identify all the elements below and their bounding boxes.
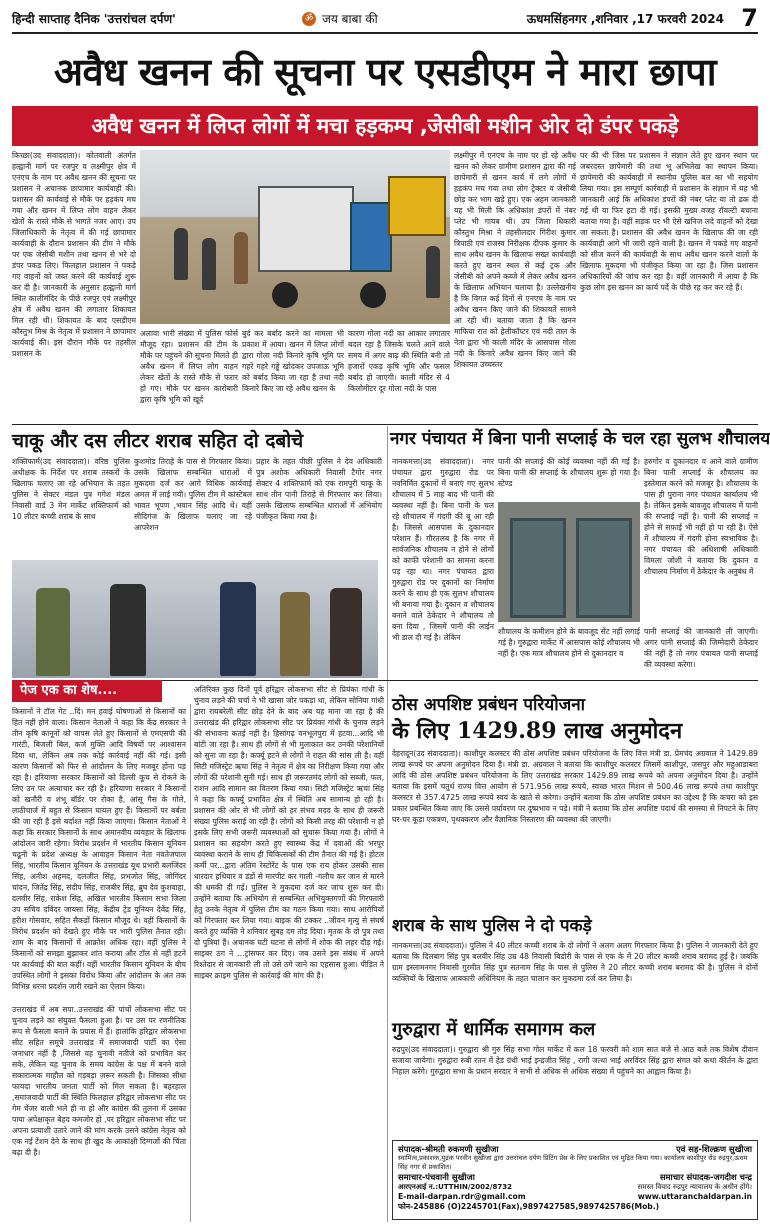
nagar-headline: नगर पंचायत में बिना पानी सप्लाई के चल रहा सुलभ शौचालय bbox=[390, 429, 770, 449]
manager-right: समाचार संपादक-जगदीश चन्द्र bbox=[659, 1172, 752, 1182]
nagar-column-5: पानी सप्लाई की जानकारी ली जाएगी। अगर पानी सप्लाई की जिम्मेदारी ठेकेदार की नहीं है तो नगर पंचायत पानी सप्लाई की व्यवस्था करेगा। bbox=[644, 627, 758, 669]
imprint-editors bbox=[398, 1144, 752, 1154]
lead-photo-truck-jcb bbox=[140, 150, 450, 324]
nagar-column-3: हरुगोर व दुकानदार व आने वाले ग्रामीण बिना पानी सप्लाई के शौचालय का इस्तेमाल करने को मजबूर है। शौचालय के पास ही पुराना नगर पंचायत कार्यालय भी है। लेकिन इसके बावजूद शौचालय में पानी की सप्लाई नहीं है। पानी की सप्लाई न होने से सफ़ाई भी नहीं हो पा रही है। ऐसे में शौचालय में गंदगी होना स्वभाविक है। नगर पंचायत की अधिशाषी अधिकारी विमला जोशी ने बताया कि दुकान व शौचालय निर्माण में ठेकेदार के अनुबंध में bbox=[644, 457, 758, 576]
imprint-contact-row bbox=[398, 1192, 752, 1202]
slogan-block bbox=[302, 10, 378, 27]
lead-column-2: अलावा भारी संख्या में पुलिस फोर्स मौजूद रहा। प्रशासन की टीम के मौके पर पहुंचने की सूचना मिलते ही अवैध खनन में लिप्त लोग वाहन लेकर खेतों के रास्ते मौके से फरार हो गए। मौके पर खनन कारोबारी द्वारा कृषि भूमि को खूर्द bbox=[140, 329, 238, 404]
person-figure bbox=[426, 246, 440, 298]
column-divider bbox=[387, 682, 388, 1222]
page-ek-column-1: किसानों ने टॉल गेट ..दिं। मन हवाई घोषणाओं से किसानों का हित नहीं होने वाला। किसान नेताओं ने कहा कि केंद्र सरकार ने तीन कृषि कानूनों को वापस लेते हुए किसानों से एमएसपी की गारंटी, बिजली बिल, कर्ज मुक्ति आदि विषयों पर आश्वासन दिया था, लेकिन अब तक कोई कार्रवाई नहीं की गई। इसी कारण किसानों को फिर से आंदोलन के लिए मजबूर होना पड़ रहा है। हरियाणा सरकार किसानों को दिल्ली कूच से रोकने के लिए उन पर अत्याचार कर रही है। हरियाणा सरकार ने किसानों को खनौरी व शंभू बॉर्डर पर रोका है, आंसू गैस के गोले, लाठीचार्ज में बहुत से किसान घायल हुए हैं। किसानों पर बर्बता की जा रही है इसे बर्दाश्त नहीं किया जाएगा। किसान नेताओं ने कहा कि सरकार किसानों के साथ अमानवीय व्यवहार के खिलाफ आंदोलन जारी रहेगा। विरोध प्रदर्शन में भारतीय किसान यूनियन चढूनी के प्रदेश अध्यक्ष के आवाहन किसान नेता नवतेजपाल सिंह, भारतीय किसान यूनियन के उत्तराखंड यूथ प्रभारी बलजिंदर सिंह, अनीश अहमद, दलजीत सिंह, प्रभजोत सिंह, जोगिंदर चांदन, जितेंद्र सिंह, संदीप सिंह, राजबीर सिंह, ब्रुघ देव कुशवाहा, दलवीर सिंह, राकेश सिंह, अखिल भारतीय किसान सभा जिला उप सचिव दविंदर जायसा सिंह, केंद्रीय ट्रेड यूनियन देवेंद्र सिंह, हरीश गोसवार, सहित सैकड़ों किसान मौजूद थे। वहीं किसानों के विरोध प्रदर्शन को देखते हुए मौके पर भारी पुलिस तैनात रही। शाम के बाद किसानों में आक्रोश अधिक रहा। वहीं पुलिस ने किसानों को समझा बुझाकर शांत कराया और टॉल से नहीं हटने पर कार्यवाई की बात कहीं। वहीं भारतीय किसान यूनियन के बीच उपस्थित लोगों ने इसका विरोध किया और आंदोलन के अंत तक विभिन्न धरना प्रदर्शन जारी रखने का ऐलान किया। bbox=[12, 707, 186, 991]
chaku-column-1: शक्तिफार्म(उद संवाददाता)। वरिष्ठ पुलिस अधीक्षक के निर्देश पर शराब तस्करों के खिलाफ चलाए जा रहे अभियान के तहत पुलिस ने सेक्टर मंडल पुत्र गगेश मंडल निवासी वार्ड 3 मेन मार्केट शक्तिफार्म को 10 लीटर कच्ची शराब के साथ bbox=[12, 457, 130, 521]
section-divider bbox=[12, 424, 758, 425]
paper-name: हिन्दी साप्ताह दैनिक 'उत्तरांचल दर्पण' bbox=[12, 12, 176, 26]
truck-wheel bbox=[272, 282, 298, 308]
imprint-ownership: स्वामित्व,प्रकाशक,मुद्रक परवीन सुखीजा द्वारा उत्तरांचल दर्पण प्रिंटिंग प्रेस के लिए प्रकाशित एवं मुद्रित किया गया। कार्यालय काशीपुर रोड रुद्रपुर,ऊधम सिंह नगर से प्रकाशित। bbox=[398, 1154, 748, 1171]
person-figure bbox=[110, 584, 146, 676]
lead-column-6: पर की थी जिस पर प्रशासन ने संज्ञान लेते हुए खनन स्थान पर जबरदस्त छापेमारी की तथा भू अभिलेख का स्थापन किया। छापेमारी की कार्यवाही में स्थानीय पुलिस बल का भी सहयोग लिया गया। इस सम्पूर्ण कार्रवाही में प्रशासन के संज्ञान में यह भी जानकारी आई कि अधिकांश डंपरों की नंबर प्लेट या तो ढक दी गई थी या फिर हटा दी गई। इसकी मुख्य वजह रॉयल्टी बचाना बताया गया है। वहीं सड़क पर भी ऐसे खनिज लदे वाहनों को देखा जा सकता है। प्रशासन की अवैध खनन के खिलाफ की जा रही कार्यवाही आगे भी जारी रहने वाली है। खनन में पकड़े गए वाहनों को सीज करने की कार्यवाही के साथ अवैध खनन करने वालों के खिलाफ मुकदमा भी पंजीकृत किया जा रहा है। जिस प्रशासन अधिकारियों की जांच कर रहा है। वहीं जानकारी में आया है कि कुछ लोग इस खनन का कार्य पर्दे के पीछे रह कर कर रहे हैं। bbox=[580, 151, 758, 292]
thos-body: देहरादून(उद संवाददाता)। काशीपुर कलस्टर की ठोस अपशिष्ट प्रबंधन परियोजना के लिए वित्त मंत्री डा. प्रेमचंद अग्रवाल ने 1429.89 लाख रूपये पर अपना अनुमोदन दिया है। मंत्री डा. अग्रवाल ने बताया कि काशीपुर कलस्टर जिसमें काशीपुर, जसपुर और महुआडाबरा आदि की ठोस अपशिष्ट प्रबंधन परियोजना के लिए उत्तराखंड सरकार 1429.89 लाख रूपये को अपना अनुमोदन दिया है। उन्होंने बताया कि इसमें चतुर्थ राज्य वित्त आयोग से 571.956 लाख रूपये, स्वच्छ भारत मिशन से 500.46 लाख रूपये तथा काशीपुर कलस्टर से 357.4725 लाख रूपये स्वयं के खाते से करेगा। उन्होंने बताया कि ठोस अपशिष्ट प्रबंधन का उद्देश्य है कि कचरा को इस प्रकार प्रबन्धित किया जाए कि उससे पर्यावरण पर दुष्प्रभाव न पड़े। मंत्री ने बताया कि ठोस अपशिष्ट पदार्थ की समस्या से निपटने के लिए घर-घर कूड़ा एकत्रण, पृथक्करण और वैज्ञानिक निस्तारण की व्यवस्था की जाएगी। bbox=[392, 749, 758, 824]
column-divider bbox=[190, 704, 191, 1222]
person-figure bbox=[330, 588, 362, 676]
police-figure bbox=[280, 592, 310, 676]
slogan: जय बाबा की bbox=[322, 12, 378, 26]
imprint-managers bbox=[398, 1172, 752, 1182]
toilet-door bbox=[576, 518, 632, 618]
legal-note: समस्त विवाद रुद्रपुर न्यायालय के अधीन होंगे। bbox=[637, 1183, 752, 1191]
hisangarh-column: अतिरिक्त कुछ दिनों पूर्व हरिद्वार लोकसभा सीट से प्रियंका गांधी के चुनाव लड़ने की चर्चा ने भी खासा जोर पकड़ा था, लेकिन सोनिया गांधी द्वारा रायबरेली सीट छोड़ देने के बाद अब यह माना जा रहा है की उत्तराखंड की हरिद्वार लोकसभा सीट पर प्रियंका गांधी के चुनाव लड़ने की संभावना कतई नहीं है। हिसांगढ़ वनभूलपुरा में हटवा...आदि भी बांटी जा रहा है। साथ ही लोगों से भी मुलाकात कर उनकी परेशानियों को सुना जा रहा है। कर्फ्यू हटने से लोगों ने राहत की सांस ली है। वहीं सिटी मजिस्ट्रेट ऋचा सिंह ने नेतृत्व में क्षेत्र का निरीक्षण किया गया और लोगों की परेशानी सुनी गई। साथ ही जरूरतमंद लोगों को सब्जी, फल, राशन आदि सामान का वितरण किया गया। सिटी मजिस्ट्रेट ऋचा सिंह ने कहा कि कर्फ्यू प्रभावित क्षेत्र में स्थिति अब सामान्य हो रही है। प्रशासन की ओर से भी लोगों को हर संभव मदद के साथ ही जरूरी संख्या पुलिस कराई जा रही है। लोगों को किसी तरह की परेशानी न हो इसके लिए सभी जरूरी व्यवस्थाओं को सुचारू किया गया है। लोगों ने प्रशासन का सहयोग करते हुए स्वास्थ्य केंद्र में दवाओं की भरपूर व्यवस्था कराने के साथ ही चिकित्सकों की टीम तैनात की गई है। होटल कर्मी पर...द्वारा अंतिम रेस्टोरेंट के पास एक राय होकर उसकी सास धारदार हथियार व डंडों से मारपीट कर गाली -गलौच कर जान से मारने की धमकी दी गई। पुलिस ने मुकदमा दर्ज कर जांच शुरू कर दी। उन्होंने बताया कि अभियोग से सम्बन्धित अभियुक्तगणों की गिरफ्तारी हेतु उनके नेतृत्व में पुलिस टीम का गठन किया गया। साथ आरोपियों को गिरफ्तार कर लिया गया। बाइक की टक्कर ..जीवन मृत्यु से संघर्ष करते हुए व्यक्ति ने शनिवार सुबह दम तोड़ दिया। मृतक के दो पुत्र तथा दो पुत्रियां हैं। अचानक घटी घटना से लोगों में शोक की लहर दौड़ गई। साइबर ठग ने ...ट्रांसफर कर दिए। जब उसने इस संबंध में अपने रिश्तेदार से जानकारी ली तो उसे ठगे जाने का एहसास हुआ। पीड़ित ने साइबर क्राइम पुलिस से कार्रवाई की मांग की है। bbox=[194, 685, 384, 980]
lead-subheadline: अवैध खनन में लिप्त लोगों में मचा हड़कम्प ,जेसीबी मशीन ओर दो डंपर पकड़े bbox=[12, 106, 758, 146]
imprint-reg-row bbox=[398, 1182, 752, 1192]
phone: फोन-245886 (O)2245701(Fax),9897427585,9897425786(Mob.) bbox=[398, 1202, 660, 1211]
rni-number: आरएनआई न.:UTTHIN/2002/8732 bbox=[398, 1183, 512, 1191]
lead-column-5: लक्ष्मीपुर में एनएच के नाम पर हो रहे अवैध खनन को लेकर ग्रामीण प्रशासन द्वारा की गई छापेमारी से खनन कार्य में लगे लोगों में हड़कंप मच गया तथा लोग ट्रेक्टर व जेसीबी छोड़ कर भाग खड़े हुए। एक अहम जानकारी यह भी मिली कि अधिकांश डंपरों में नंबर प्लेट भी गायब थी। उप जिला धिकारी कौस्तुभ मिश्रा ने तहसीलदार गिरीश कुमार त्रिपाठी एवं राजस्व निरीक्षक दीपक कुमार के साथ अवैध खनन के खिलाफ सख्त कार्यवाही करते हुए खनन स्थल से कई ट्रक और जेसीबी को अपने कब्जे में लेकर अवैध खनन के खिलाफ अभियान चलाया है। उल्लेखनीय है कि विगत कई दिनों से एनएच के नाम पर अवैध खनन किए जाने की शिकायतें सामने आ रही थी। बताया जाता है कि खनन माफिया रात को हेलीकॉप्टर एवं नदी ताल के नेता द्वारा भी काली मंदिर के आसपास गोला नदी के किनारे अवैध खनन किए जाने की शिकायत उच्चस्तर bbox=[454, 151, 576, 369]
editor-right: एवं सह-शिल्क्रण सुखीजा bbox=[676, 1144, 752, 1154]
truck-cab bbox=[350, 202, 392, 272]
page-ek-column-2: उत्तराखंड में अब सपा..उत्तराखंड की पांचों लोकसभा सीट पर चुनाव लड़ने का संयुक्त फैसला हुआ है। पर उस पर रणनीतिक रूप से फैसला बनाने के प्रयास में हैं। हालांकि हरिद्वार लोकसभा सीट सहित समूचे उत्तराखंड में समाजवादी पार्टी का ऐसा जनाधार नहीं है ,जिससे वह चुनावी नतीजे को प्रभावित कर सके, लेकिन यह चुनाव के समय कांग्रेस के पक्ष में बनने वाले सकारात्मक माहौल को गड़बड़ा ज़रूर सकती है। जिसका सीधा फायदा भारतीय जनता पार्टी को मिल सकता है। बहरहाल ,समाजवादी पार्टी की स्थिति फिलहाल हरिद्वार लोकसभा सीट पर गेम चेंजर वाली भले ही ना हो और कांग्रेस की तुलना में उसका पाया अपेक्षाकृत बेहद कमजोर हो ,पर हरिद्वार लोकसभा सीट पर अपना प्रत्याशी उतारे जाने की मांग करके उसने कांग्रेस नेतृत्व को एक नई टेंशन देने के साथ ही खुद के आकांक्षी दिग्गजों की चिंता बढ़ा दी है। bbox=[12, 1005, 186, 1157]
place-date: ऊधमसिंहनगर ,शनिवार ,17 फरवरी 2024 bbox=[526, 12, 724, 26]
lead-headline: अवैध खनन की सूचना पर एसडीएम ने मारा छापा bbox=[53, 49, 717, 94]
chaku-column-3: प्रहार के तहत पीछी पुलिस ने देव अधिकारी पुत्र अशोक अधिकारी निवासी टैगोर नगर सेक्टर 4 शक्तिफार्म को एक रामपुरी चाकू के साथ तीन पानी तिराहे से गिरफ्तार कर लिया। उसके खिलाफ सम्बन्धित धाराओं में अभियोग पंजीकृत किया गया है। bbox=[256, 457, 382, 521]
guru-headline: गुरुद्वारा में धार्मिक समागम कल bbox=[392, 1019, 596, 1040]
manager-left: समाचार-पंचवानी सुखीजा bbox=[398, 1172, 475, 1182]
person-figure bbox=[220, 582, 256, 676]
lead-column-4: कारण गोला नदी का आकार लगातार बदल रहा है जिसके चलते आने वाले समय में अगर बाढ़ की स्थिति बनी तो हजारों एकड़ कृषि भूमि और फसल बर्बाद हो जाएगी। काली मंदिर से 4 किलोमीटर दूर गोला नदी के पास bbox=[348, 329, 450, 393]
guru-body: रुद्रपुर(उद संवाददाता)। गुरुद्वारा श्री गुरु सिंह सभा गोल मार्केट में कल 18 फरवरी को शाम सात बजे से आठ बजे तक विशेष दीवान सजाया जायेगा। गुरुद्वारा रुबी रतन में हेड ग्रंथी भाई इन्द्रजीत सिंह , रागी जत्था भाई अरविंदर सिंह द्वारा संगत को कथा कीर्तन के द्वारा निहाल करेंगे। गुरुद्वारा सभा के प्रधान सरदार ने सभी से अधिक से अधिक संख्या में पहुंचने का आह्वान किया है। bbox=[392, 1045, 758, 1076]
column-divider bbox=[387, 426, 388, 682]
chaku-headline: चाकू और दस लीटर शराब सहित दो दबोचे bbox=[12, 430, 304, 452]
thos-headline-1: ठोस अपशिष्ट प्रबंधन परियोजना bbox=[392, 695, 586, 715]
page-ek-label: पेज एक का शेष.... bbox=[12, 680, 162, 702]
nagar-column-1: नानकमत्ता(उद संवाददाता)। नगर पंचायत द्वारा गुरुद्वारा रोड पर नवनिर्मित दुकानों में बनाएं गए सुलभ शौचालय में 5 माह बाद भी पानी की व्यवस्था नहीं है। बिना पानी के चल रहे शौचालय में गंदगी की बू आ रही है। जिससे आसपास के दुकानदार परेशान हैं। गौरतलब है कि नगर में सार्वजनिक शौचालय न होने से लोगों को काफी परेशानी का सामना करना पड़ रहा था। नगर पंचायत द्वारा गुरुद्वारा रोड पर दुकानों का निर्माण करने के साथ ही एक सुलभ शौचालय भी बनाया गया है। दुकान व शौचालय बनाने वाले ठेकेदार ने शौचालय तो बना दिया , जिसमें पानी की लाईन भी डाल दी गई है। लेकिन bbox=[392, 457, 494, 642]
page-number: 7 bbox=[741, 4, 758, 32]
truck-body bbox=[258, 186, 354, 272]
truck-wheel bbox=[360, 282, 386, 308]
police-figure bbox=[36, 588, 70, 676]
thos-headline-2: के लिए 1429.89 लाख अनुमोदन bbox=[392, 718, 683, 744]
person-figure bbox=[174, 228, 188, 280]
lead-column-3: बुर्द कर बर्बाद करने का मामला भी प्रकाश में आया। खनन में लिप्त लोगों द्वारा गोला नदी किनारे कृषि भूमि पर गहरे गहरे गड्ढे खोदकर उपजाऊ भूमि को बर्बाद किया जा रहा है तथा नदी किनारे किए जा रहे अवैध खनन के bbox=[242, 329, 344, 393]
nagar-column-4: शौचालय के कमीशन होने के बावजूद सेंट नहीं लगाई गई है। गुरुद्वारा मार्केट में आसपास कोई शौचालय भी नहीं है। एक मात्र शौचालय होने से दुकानदार व bbox=[498, 627, 640, 658]
jcb-machine bbox=[388, 176, 446, 236]
masthead bbox=[12, 6, 758, 34]
chaku-column-2: कुशमोड तिराहे के पास से गिरफ्तार किया। उसके खिलाफ सम्बन्धित धाराओं में मुकदमा दर्ज कर आगे विधिक कार्यवाई अमल में लाई गयी। पुलिस टीम में कांस्टेबल भावत भूपण ,भवान सिंह आदि थे। वहीं सीदिगंज के खिलाफ चलाए जा रहे आपरेशन bbox=[134, 457, 252, 532]
imprint-box bbox=[392, 1140, 758, 1220]
toilet-door bbox=[510, 518, 566, 618]
website: www.uttaranchaldarpan.in bbox=[637, 1192, 752, 1201]
editor-left: संपादक-श्रीमती रुकमणी सुखीजा bbox=[398, 1144, 499, 1154]
person-figure bbox=[234, 232, 248, 284]
nagar-column-2: पानी की सप्लाई की कोई व्यवस्था नहीं की गई है। बिना पानी की सप्लाई के शौचालय शुरू हो गया है। स्टेण्ड bbox=[498, 457, 640, 488]
person-figure bbox=[202, 238, 216, 290]
sharab-headline: शराब के साथ पुलिस ने दो पकड़े bbox=[392, 916, 592, 936]
chaku-photo-arrests bbox=[12, 560, 378, 678]
email: E-mail-darpan.rdr@gmail.com bbox=[398, 1192, 526, 1201]
lead-column-1: किच्छा(उद संवाददाता)। कोतवाली अंतर्गत हल्द्वानी मार्ग पर रजपुर व लक्ष्मीपुर क्षेत्र में एनएच के नाम पर अवैध खनन की सूचना पर प्रशासन ने अचानक छापामार कार्यवाही की। प्रशासन की कार्यवाई से मौके पर हड़कंप मच गया और खनन में लिप्त लोग वाहन लेकर खेतों के रास्ते मौके से भागते नजर आए। उप जिलाधिकारी के नेतृत्व में की गई छापामार कार्यवाही के दौरान प्रशासन की टीम ने मौके पर एक जेसीबी मशीन तथा खनन से भरे दो डंपर पकड़ लिए। फिलहाल प्रशासन ने पकड़े गए वाहनों को जब्त करने की कार्यवाई शुरू कर दी है। जानकारी के अनुसार हल्द्वानी मार्ग स्थित कालीमंदिर के पीछे रजपुर एवं लक्ष्मीपुर क्षेत्र में अवैध खनन की लगातार शिकायत मिल रही थी। शिकायत के बाद एसडीएम कौस्तुभ मिश्र के नेतृत्व में प्रशासन ने छापामार कार्यवाई की। इस दौरान मौके पर तहसील प्रशासन के bbox=[12, 151, 136, 358]
om-icon: ॐ bbox=[302, 12, 316, 26]
sharab-body: नानकमत्ता(उद संवाददाता)। पुलिस ने 40 लीटर कच्ची शराब के दो लोगों ने अलग अलग गिरफ्तार किया है। पुलिस ने जानकारी देते हुए बताया कि दिलबाग सिंह पुत्र बलवीर सिंह उम्र 48 निवासी बिडोरी के पास से एक के में 20 लीटर कच्ची शराब बरामद हुई है। जबकि ग्राम इस्लामनगर निवासी गुरमीत सिंह पुत्र सतनाम सिंह के पास से पुलिस ने 20 लीटर कच्ची शराब बरामद की है। पुलिस ने दोनों व्यक्तियों के खिलाफ आबकारी अधिनियम के तहत चालान कर मुकदमा दर्ज कर लिया है। bbox=[392, 941, 758, 983]
nagar-photo-toilet bbox=[498, 502, 640, 622]
